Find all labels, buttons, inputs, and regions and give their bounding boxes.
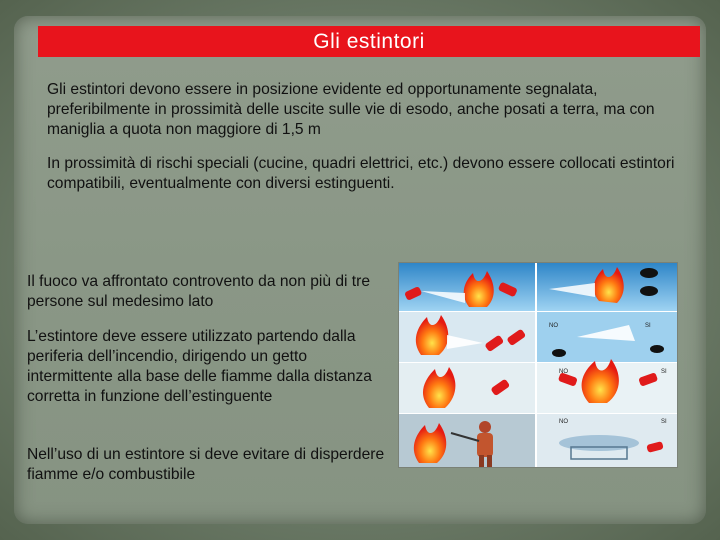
illustration-label: NO — [559, 419, 568, 425]
illustration-label: SI — [661, 419, 667, 425]
illustration-label: SI — [661, 369, 667, 375]
paragraph-upwind: Il fuoco va affrontato controvento da non più di tre persone sul medesimo lato — [27, 273, 371, 310]
paragraph-placement: Gli estintori devono essere in posizione evidente ed opportunamente segnalata, preferibilmente in prossimità delle uscite sulle vie di esodo, anche posati a terra, ma con maniglia a quota non maggiore di 1,5 m — [47, 81, 655, 138]
illustration-label: SI — [645, 323, 651, 329]
paragraph-avoid-dispersal: Nell’uso di un estintore si deve evitare di disperdere fiamme e/o combustibile — [27, 446, 385, 483]
extinguisher-usage-illustration — [398, 262, 678, 468]
paragraph-special-risks: In prossimità di rischi speciali (cucine, quadri elettrici, etc.) devono essere collocati estintori compatibili, eventualmente con diversi estinguenti. — [47, 155, 675, 192]
illustration-label: NO — [549, 323, 558, 329]
page-title: Gli estintori — [38, 26, 700, 57]
illustration-svg — [399, 263, 677, 467]
paragraph-technique: L’estintore deve essere utilizzato partendo dalla periferia dell’incendio, dirigendo un getto intermittente alla base delle fiamme dalla distanza corretta in funzione dell’estinguente — [27, 328, 372, 405]
panel-distance-left — [399, 363, 535, 413]
illustration-label: NO — [559, 369, 568, 375]
